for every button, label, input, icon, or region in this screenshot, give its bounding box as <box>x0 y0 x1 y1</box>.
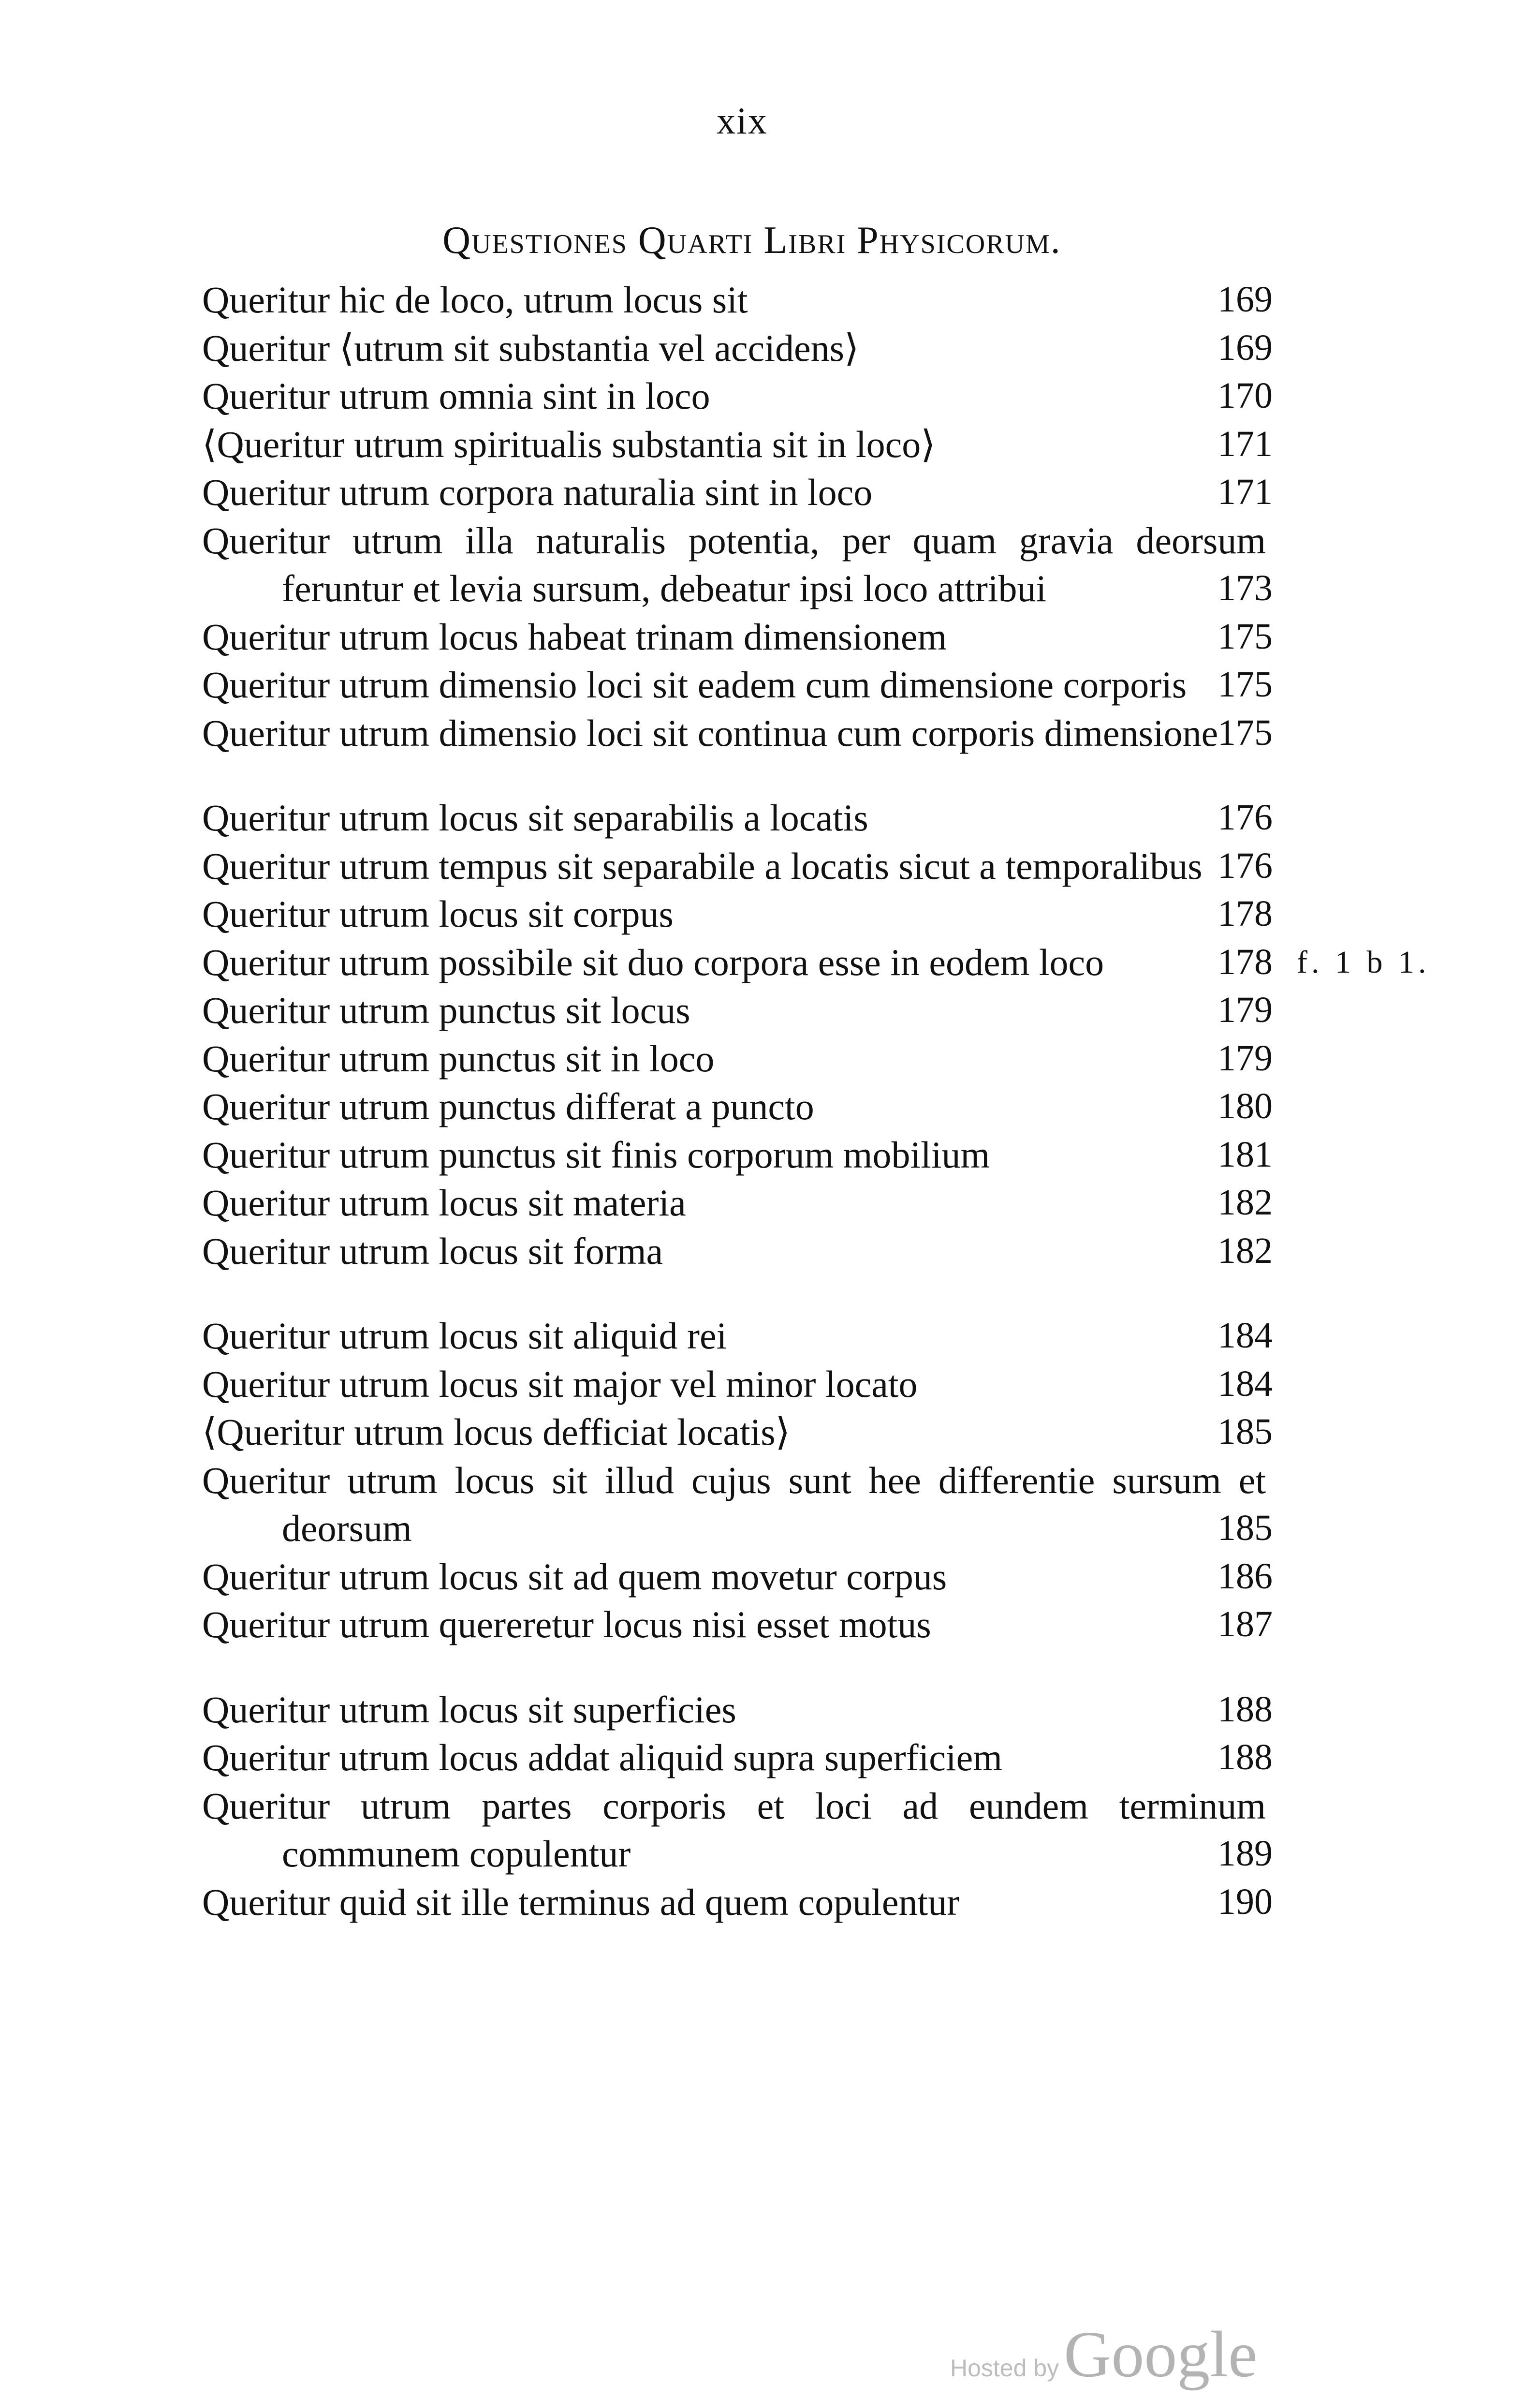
entry-page-number: 185 <box>1217 1411 1273 1452</box>
entry-page-number: 169 <box>1217 279 1273 320</box>
toc-entry <box>202 324 1508 372</box>
toc-entry <box>202 1733 1508 1782</box>
toc-entry <box>202 1553 1508 1601</box>
entry-question-text: Queritur utrum quereretur locus nisi esset motus <box>202 1603 931 1645</box>
entry-page-number: 187 <box>1217 1604 1273 1644</box>
entry-page-number: 182 <box>1217 1182 1273 1223</box>
toc-entry <box>202 1312 1508 1360</box>
page-number: xix <box>717 100 768 142</box>
toc-entry <box>202 1179 1508 1227</box>
entry-page-number: 178 <box>1217 941 1273 982</box>
folio-marginal-note: f. 1 b 1. <box>1297 944 1430 980</box>
entry-question-text: Queritur utrum punctus sit in loco <box>202 1037 715 1080</box>
entry-page-number: 182 <box>1217 1230 1273 1271</box>
entry-question-text: Queritur utrum locus addat aliquid supra superficiem <box>202 1736 1002 1778</box>
entry-question-text: Queritur ⟨utrum sit substantia vel accidens⟩ <box>202 326 859 369</box>
toc-entry <box>202 276 1508 324</box>
toc-entry <box>202 709 1508 757</box>
entry-page-number: 189 <box>1217 1833 1273 1874</box>
entry-group <box>202 1686 1508 1926</box>
toc-entry <box>202 1082 1508 1131</box>
entry-page-number: 178 <box>1217 893 1273 934</box>
entry-question-text: ⟨Queritur utrum spiritualis substantia sit in loco⟩ <box>202 423 936 465</box>
entry-question-text: Queritur utrum locus sit illud cujus sunt hee differentie sursum et deorsum <box>202 1459 1266 1549</box>
entry-question-text: Queritur utrum omnia sint in loco <box>202 375 710 417</box>
table-of-contents <box>202 276 1508 1926</box>
entry-group <box>202 794 1508 1275</box>
toc-entry <box>202 661 1508 709</box>
entry-question-text: Queritur utrum possibile sit duo corpora esse in eodem loco <box>202 941 1104 983</box>
toc-entry <box>202 986 1508 1035</box>
entry-question-text: Queritur utrum locus sit superficies <box>202 1688 736 1731</box>
section-title: Questiones Quarti Libri Physicorum. <box>442 219 1061 262</box>
entry-page-number: 173 <box>1217 568 1273 608</box>
group-separator <box>202 1275 1508 1312</box>
toc-entry <box>202 1782 1508 1878</box>
toc-entry <box>202 1035 1508 1083</box>
entry-question-text: Queritur utrum locus sit ad quem movetur corpus <box>202 1555 947 1598</box>
entry-page-number: 184 <box>1217 1315 1273 1356</box>
entry-page-number: 190 <box>1217 1881 1273 1922</box>
hosted-by-label: Hosted by <box>950 2355 1059 2382</box>
entry-page-number: 181 <box>1217 1134 1273 1175</box>
entry-question-text: Queritur utrum locus habeat trinam dimensionem <box>202 615 947 658</box>
entry-page-number: 179 <box>1217 1037 1273 1079</box>
entry-question-text: Queritur utrum partes corporis et loci ad eundem terminum communem copulentur <box>202 1784 1266 1875</box>
toc-entry <box>202 517 1508 613</box>
entry-question-text: Queritur utrum corpora naturalia sint in loco <box>202 471 873 513</box>
entry-question-text: Queritur utrum illa naturalis potentia, per quam gravia deorsum feruntur et levia sursum, debeatur ipsi loco attribui <box>202 519 1266 609</box>
entry-page-number: 169 <box>1217 327 1273 368</box>
entry-question-text: Queritur utrum locus sit forma <box>202 1229 663 1272</box>
entry-question-text: ⟨Queritur utrum locus defficiat locatis⟩ <box>202 1411 791 1453</box>
entry-page-number: 175 <box>1217 616 1273 657</box>
entry-page-number: 188 <box>1217 1688 1273 1730</box>
toc-entry <box>202 1360 1508 1408</box>
entry-question-text: Queritur quid sit ille terminus ad quem copulentur <box>202 1881 960 1923</box>
entry-question-text: Queritur utrum locus sit corpus <box>202 893 674 935</box>
toc-entry <box>202 1456 1508 1553</box>
toc-entry <box>202 1878 1508 1926</box>
toc-entry <box>202 372 1508 420</box>
toc-entry <box>202 938 1508 987</box>
toc-entry <box>202 1600 1508 1649</box>
toc-entry <box>202 1686 1508 1734</box>
entry-page-number: 179 <box>1217 990 1273 1030</box>
entry-question-text: Queritur utrum punctus sit locus <box>202 989 690 1031</box>
entry-page-number: 170 <box>1217 375 1273 416</box>
entry-question-text: Queritur utrum dimensio loci sit eadem cum dimensione corporis <box>202 664 1187 706</box>
entry-page-number: 171 <box>1217 423 1273 464</box>
entry-group <box>202 1312 1508 1649</box>
toc-entry <box>202 842 1508 890</box>
entry-question-text: Queritur utrum punctus differat a puncto <box>202 1085 814 1127</box>
entry-question-text: Queritur utrum locus sit major vel minor locato <box>202 1362 918 1405</box>
entry-page-number: 175 <box>1217 712 1273 753</box>
entry-question-text: Queritur utrum tempus sit separabile a locatis sicut a temporalibus <box>202 844 1203 887</box>
group-separator <box>202 1649 1508 1686</box>
entry-page-number: 188 <box>1217 1737 1273 1777</box>
toc-entry <box>202 794 1508 842</box>
entry-question-text: Queritur utrum dimensio loci sit continua cum corporis dimensione <box>202 711 1218 754</box>
toc-entry <box>202 1408 1508 1456</box>
entry-question-text: Queritur utrum locus sit separabilis a locatis <box>202 797 868 839</box>
toc-entry <box>202 613 1508 661</box>
entry-page-number: 184 <box>1217 1363 1273 1404</box>
entry-question-text: Queritur hic de loco, utrum locus sit <box>202 279 748 321</box>
entry-page-number: 171 <box>1217 472 1273 512</box>
entry-question-text: Queritur utrum punctus sit finis corporum mobilium <box>202 1133 990 1176</box>
toc-entry <box>202 1227 1508 1275</box>
toc-entry <box>202 468 1508 517</box>
entry-page-number: 180 <box>1217 1086 1273 1126</box>
hosted-by-google-credit <box>950 2317 1258 2392</box>
entry-question-text: Queritur utrum locus sit aliquid rei <box>202 1315 727 1357</box>
entry-question-text: Queritur utrum locus sit materia <box>202 1182 686 1224</box>
group-separator <box>202 757 1508 794</box>
entry-page-number: 176 <box>1217 845 1273 886</box>
entry-group <box>202 276 1508 757</box>
entry-page-number: 175 <box>1217 664 1273 705</box>
google-logo-text: Google <box>1064 2318 1258 2391</box>
entry-page-number: 186 <box>1217 1555 1273 1597</box>
toc-entry <box>202 890 1508 938</box>
entry-page-number: 176 <box>1217 797 1273 838</box>
entry-page-number: 185 <box>1217 1508 1273 1548</box>
toc-entry <box>202 420 1508 469</box>
toc-entry <box>202 1131 1508 1179</box>
